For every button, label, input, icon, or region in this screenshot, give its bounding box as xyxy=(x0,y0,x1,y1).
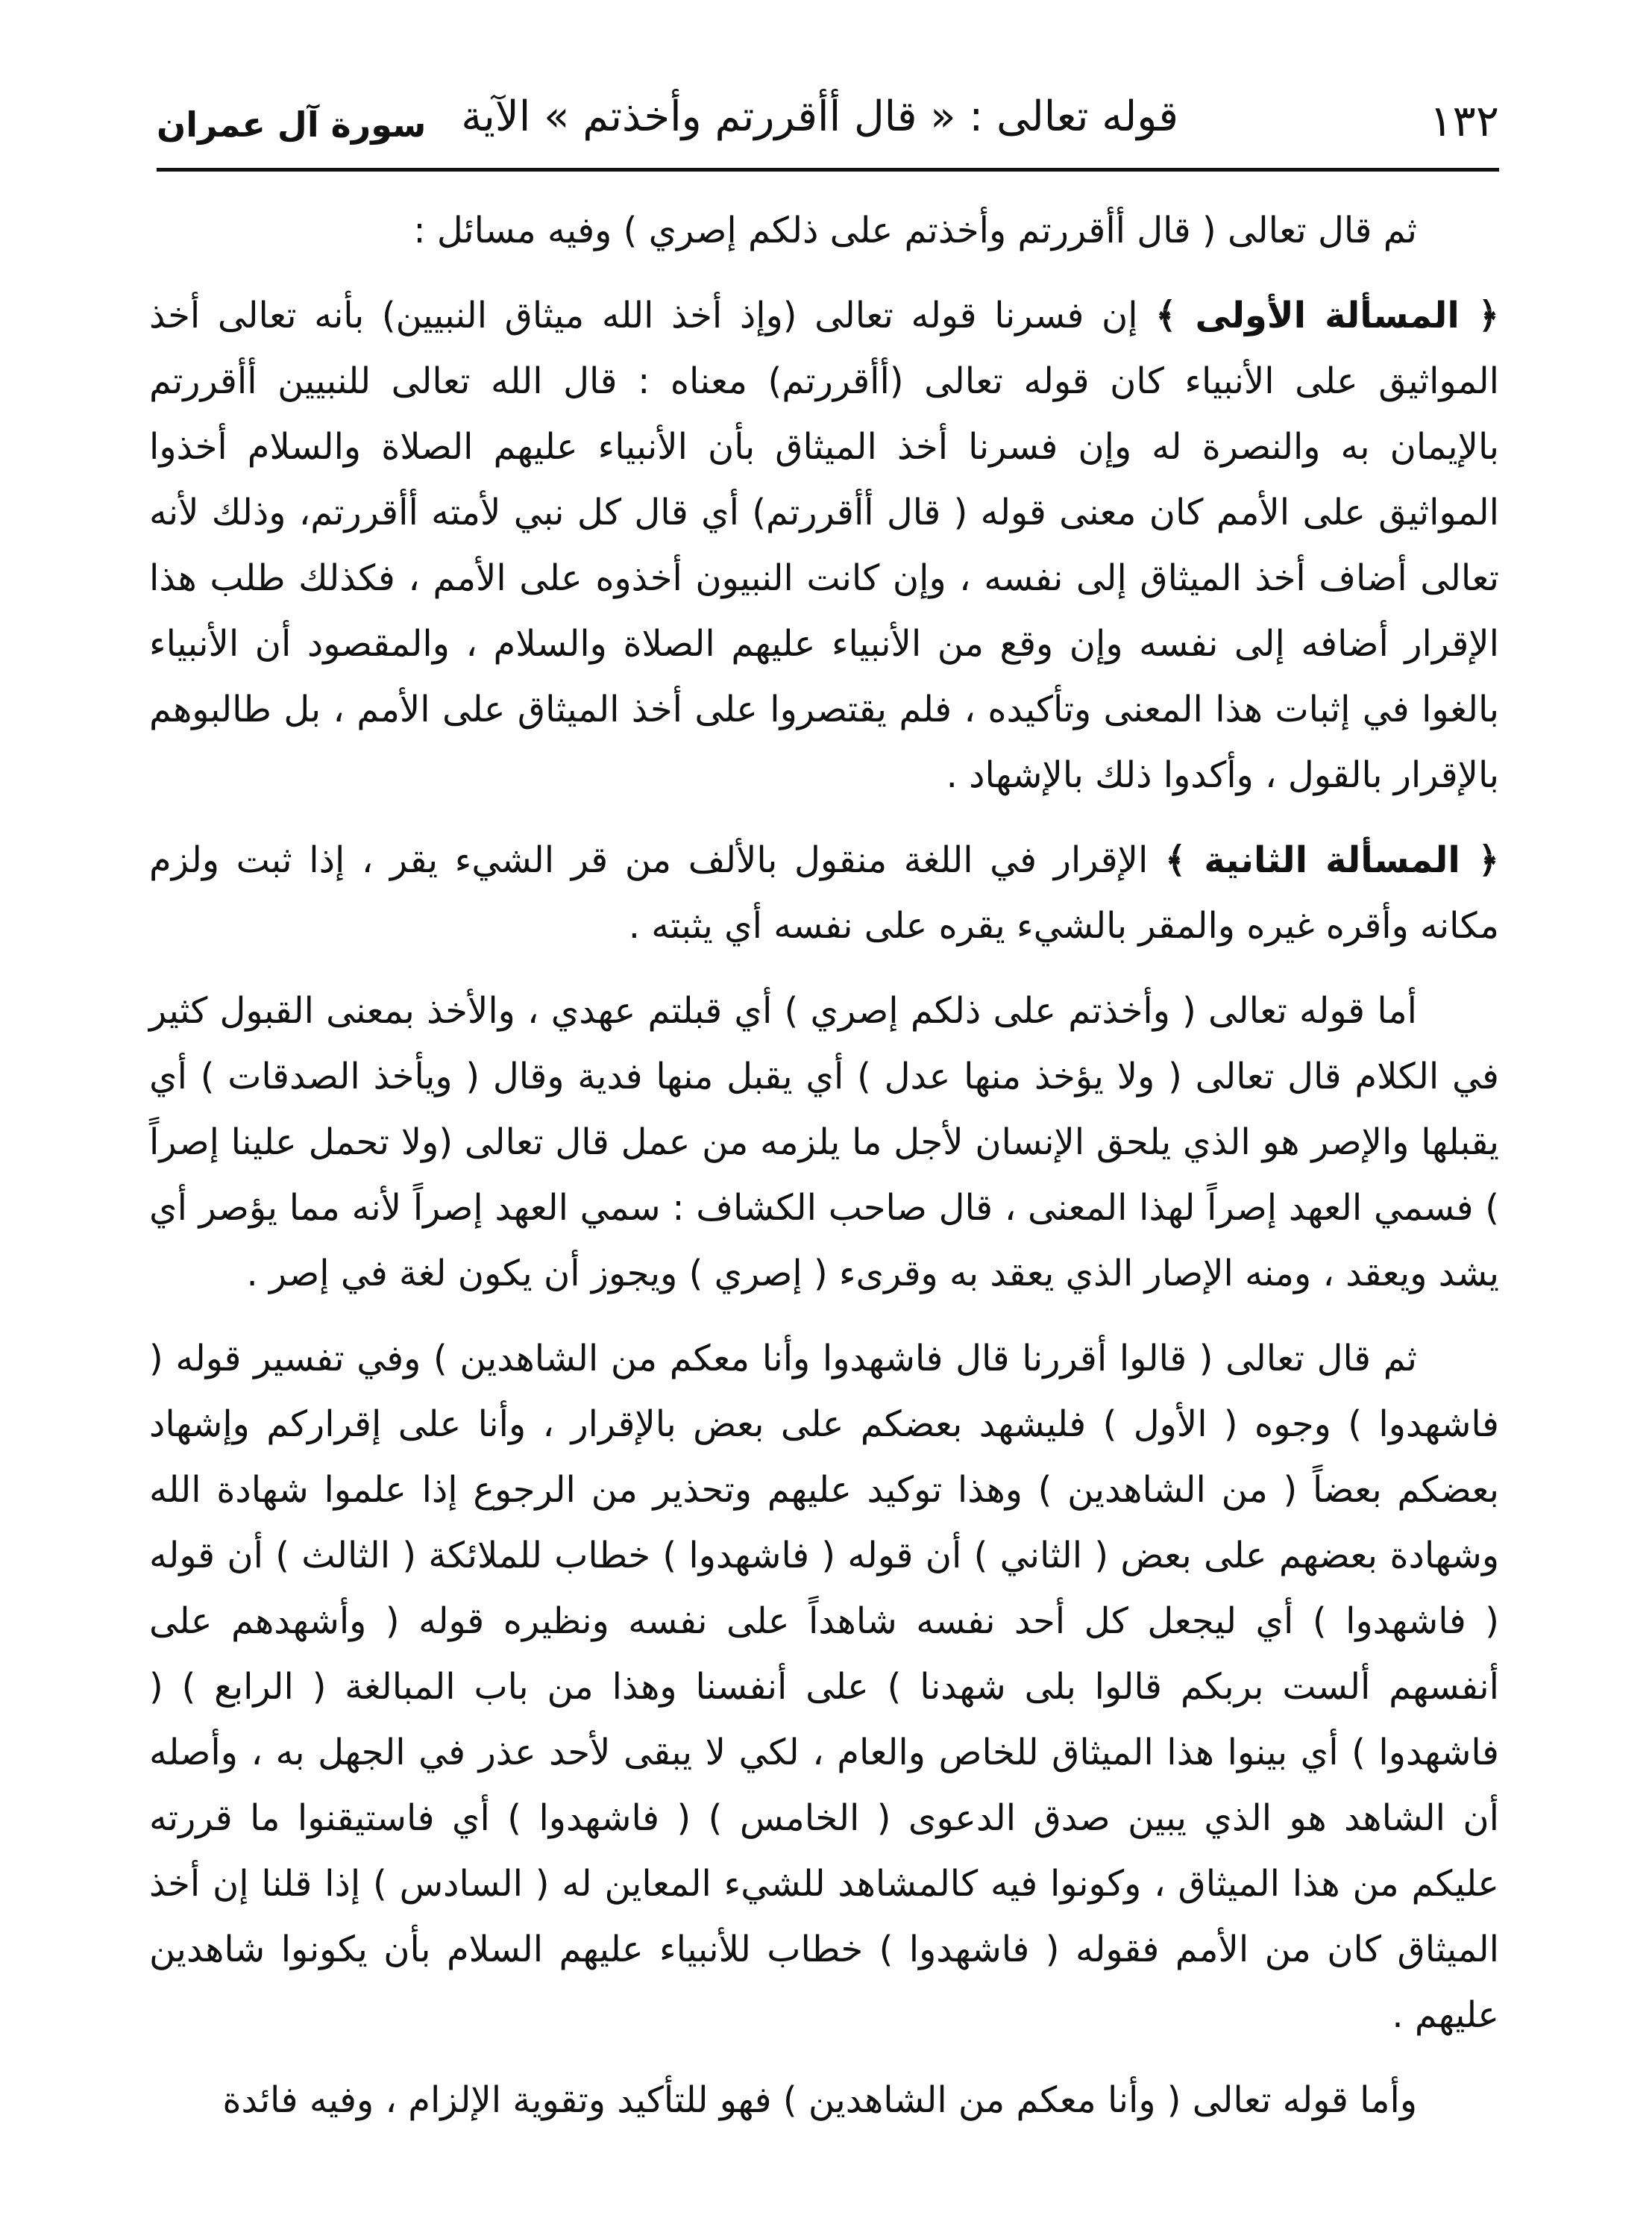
paragraph-closing xyxy=(149,2067,1499,2133)
paragraph-text: الإقرار في اللغة منقول بالألف من قر الشيء يقر ، إذا ثبت ولزم مكانه وأقره غيره والمقر بالشيء يقره على نفسه أي يثبته . xyxy=(149,839,1499,947)
page-body xyxy=(149,198,1499,2152)
section-title-second-issue: ﴿ المسألة الثانية ﴾ xyxy=(1165,839,1500,881)
section-title-first-issue: ﴿ المسألة الأولى ﴾ xyxy=(1155,295,1499,336)
surah-name: سورة آل عمران xyxy=(157,104,427,145)
paragraph-fashhadu xyxy=(149,1326,1499,2048)
paragraph-first-issue xyxy=(149,283,1499,808)
paragraph-intro xyxy=(149,198,1499,263)
paragraph-isri xyxy=(149,978,1499,1306)
paragraph-text: ثم قال تعالى ( قال أأقررتم وأخذتم على ذلكم إصري ) وفيه مسائل : xyxy=(413,210,1417,251)
paragraph-text: وأما قوله تعالى ( وأنا معكم من الشاهدين ) فهو للتأكيد وتقوية الإلزام ، وفيه فائدة xyxy=(222,2079,1417,2121)
page-number: ١٣٢ xyxy=(1429,95,1499,146)
paragraph-text: أما قوله تعالى ( وأخذتم على ذلكم إصري ) أي قبلتم عهدي ، والأخذ بمعنى القبول كثير في الكلام قال تعالى ( ولا يؤخذ منها عدل ) أي يقبل منها فدية وقال ( ويأخذ الصدقات ) أي يقبلها والإصر هو الذي يلحق الإنسان لأجل ما يلزمه من عمل قال تعالى (ولا تحمل علينا إصراً ) فسمي العهد إصراً لهذا المعنى ، قال صاحب الكشاف : سمي العهد إصراً لأنه مما يؤصر أي يشد ويعقد ، ومنه الإصار الذي يعقد به وقرىء ( إصري ) ويجوز أن يكون لغة في إصر . xyxy=(149,990,1499,1294)
paragraph-text: ثم قال تعالى ( قالوا أقررنا قال فاشهدوا وأنا معكم من الشاهدين ) وفي تفسير قوله ( فاشهدوا ) وجوه ( الأول ) فليشهد بعضكم على بعض بالإقرار ، وأنا على إقراركم وإشهاد بعضكم بعضاً ( من الشاهدين ) وهذا توكيد عليهم وتحذير من الرجوع إذا علموا شهادة الله وشهادة بعضهم على بعض ( الثاني ) أن قوله ( فاشهدوا ) خطاب للملائكة ( الثالث ) أن قوله ( فاشهدوا ) أي ليجعل كل أحد نفسه شاهداً على نفسه ونظيره قوله ( وأشهدهم على أنفسهم ألست بربكم قالوا بلى شهدنا ) على أنفسنا وهذا من باب المبالغة ( الرابع ) ( فاشهدوا ) أي بينوا هذا الميثاق للخاص والعام ، لكي لا يبقى لأحد عذر في الجهل به ، وأصله أن الشاهد هو الذي يبين صدق الدعوى ( الخامس ) ( فاشهدوا ) أي فاستيقنوا ما قررته عليكم من هذا الميثاق ، وكونوا فيه كالمشاهد للشيء المعاين له ( السادس ) إذا قلنا إن أخذ الميثاق كان من الأمم فقوله ( فاشهدوا ) خطاب للأنبياء عليهم السلام بأن يكونوا شاهدين عليهم . xyxy=(149,1338,1499,2036)
running-title: قوله تعالى : « قال أأقررتم وأخذتم » الآية xyxy=(461,93,1178,141)
page-header xyxy=(157,88,1499,170)
header-rule xyxy=(157,168,1499,172)
paragraph-second-issue xyxy=(149,827,1499,959)
paragraph-text: إن فسرنا قوله تعالى (وإذ أخذ الله ميثاق النبيين) بأنه تعالى أخذ المواثيق على الأنبياء كان قوله تعالى (أأقررتم) معناه : قال الله تعالى للنبيين أأقررتم بالإيمان به والنصرة له وإن فسرنا أخذ الميثاق بأن الأنبياء عليهم الصلاة والسلام أخذوا المواثيق على الأمم كان معنى قوله ( قال أأقررتم) أي قال كل نبي لأمته أأقررتم، وذلك لأنه تعالى أضاف أخذ الميثاق إلى نفسه ، وإن كانت النبيون أخذوه على الأمم ، فكذلك طلب هذا الإقرار أضافه إلى نفسه وإن وقع من الأنبياء عليهم الصلاة والسلام ، والمقصود أن الأنبياء بالغوا في إثبات هذا المعنى وتأكيده ، فلم يقتصروا على أخذ الميثاق على الأمم ، بل طالبوهم بالإقرار بالقول ، وأكدوا ذلك بالإشهاد . xyxy=(149,295,1499,796)
